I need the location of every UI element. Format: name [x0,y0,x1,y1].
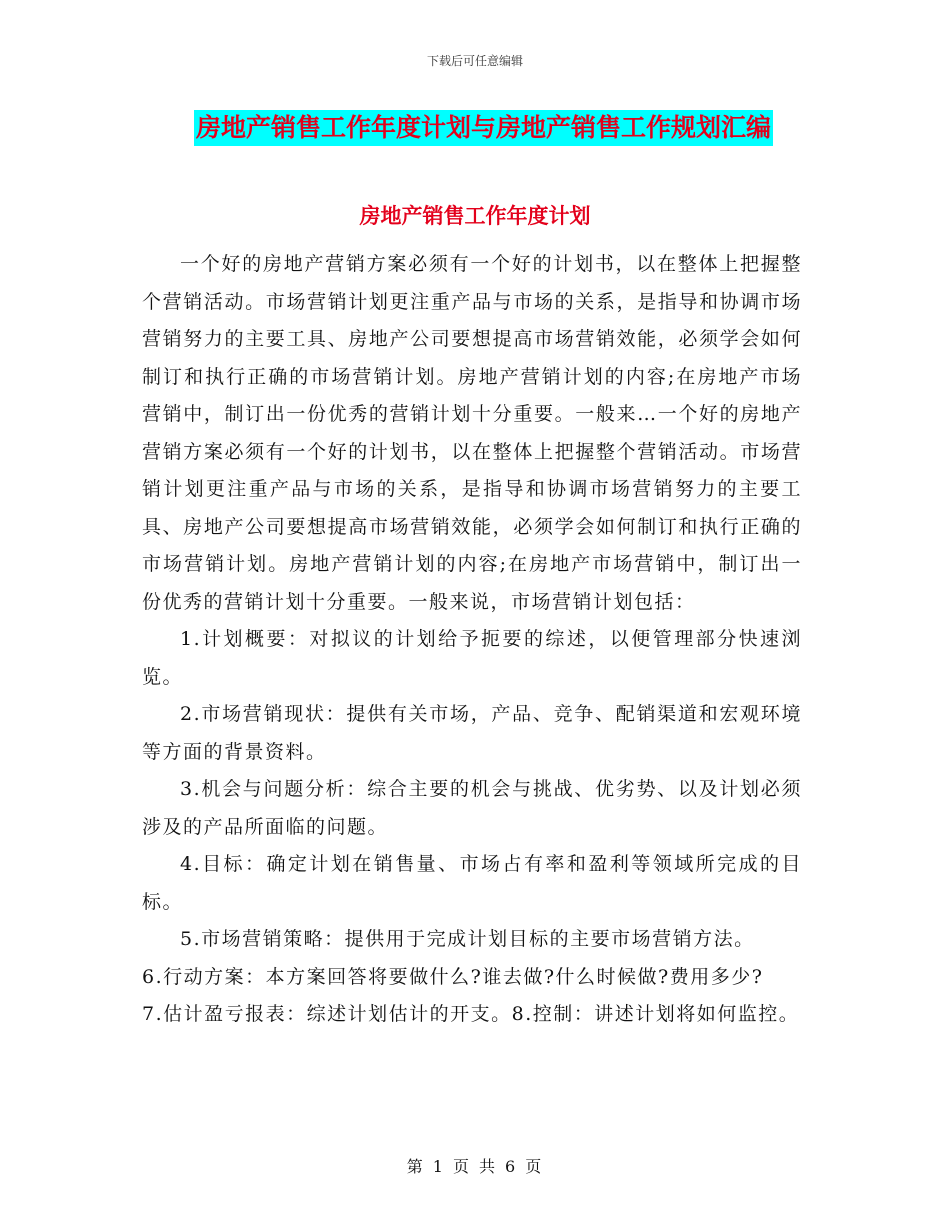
footer-current-page: 1 [432,1157,445,1176]
list-item-opportunity-analysis: 3.机会与问题分析：综合主要的机会与挑战、优劣势、以及计划必须涉及的产品所面临的问题。 [142,778,802,838]
body-paragraph-intro: 一个好的房地产营销方案必须有一个好的计划书，以在整体上把握整个营销活动。市场营销计划更注重产品与市场的关系，是指导和协调市场营销努力的主要工具、房地产公司要想提高市场营销效能，必须学会如何制订和执行正确的市场营销计划。房地产营销计划的内容;在房地产市场营销中，制订出一份优秀的营销计划十分重要。一般来…一个好的房地产营销方案必须有一个好的计划书，以在整体上把握整个营销活动。市场营销计划更注重产品与市场的关系，是指导和协调市场营销努力的主要工具、房地产公司要想提高市场营销效能，必须学会如何制订和执行正确的市场营销计划。房地产营销计划的内容;在房地产市场营销中，制订出一份优秀的营销计划十分重要。一般来说，市场营销计划包括： [142,253,802,613]
header-note: 下载后可任意编辑 [426,54,523,68]
list-item-profit-loss-control: 7.估计盈亏报表：综述计划估计的开支。8.控制：讲述计划将如何监控。 [142,1003,800,1025]
list-item-goals: 4.目标：确定计划在销售量、市场占有率和盈利等领域所完成的目标。 [142,853,802,913]
list-item-plan-summary: 1.计划概要：对拟议的计划给予扼要的综述，以便管理部分快速浏览。 [142,628,802,688]
footer-total-pages: 6 [505,1157,518,1176]
section-title: 房地产销售工作年度计划 [359,204,591,228]
document-main-title: 房地产销售工作年度计划与房地产销售工作规划汇编 [194,110,773,146]
list-item-market-status: 2.市场营销现状：提供有关市场，产品、竞争、配销渠道和宏观环境等方面的背景资料。 [142,703,802,763]
list-item-marketing-strategy: 5.市场营销策略：提供用于完成计划目标的主要市场营销方法。 [180,928,755,950]
footer-suffix: 页 [525,1157,544,1176]
list-item-action-plan: 6.行动方案：本方案回答将要做什么?谁去做?什么时候做?费用多少? [142,965,764,988]
footer-total-prefix: 共 [479,1157,498,1176]
footer-prefix: 第 [406,1157,425,1176]
document-body [142,246,802,1034]
footer-page-word: 页 [452,1157,471,1176]
page-footer [0,1154,950,1177]
